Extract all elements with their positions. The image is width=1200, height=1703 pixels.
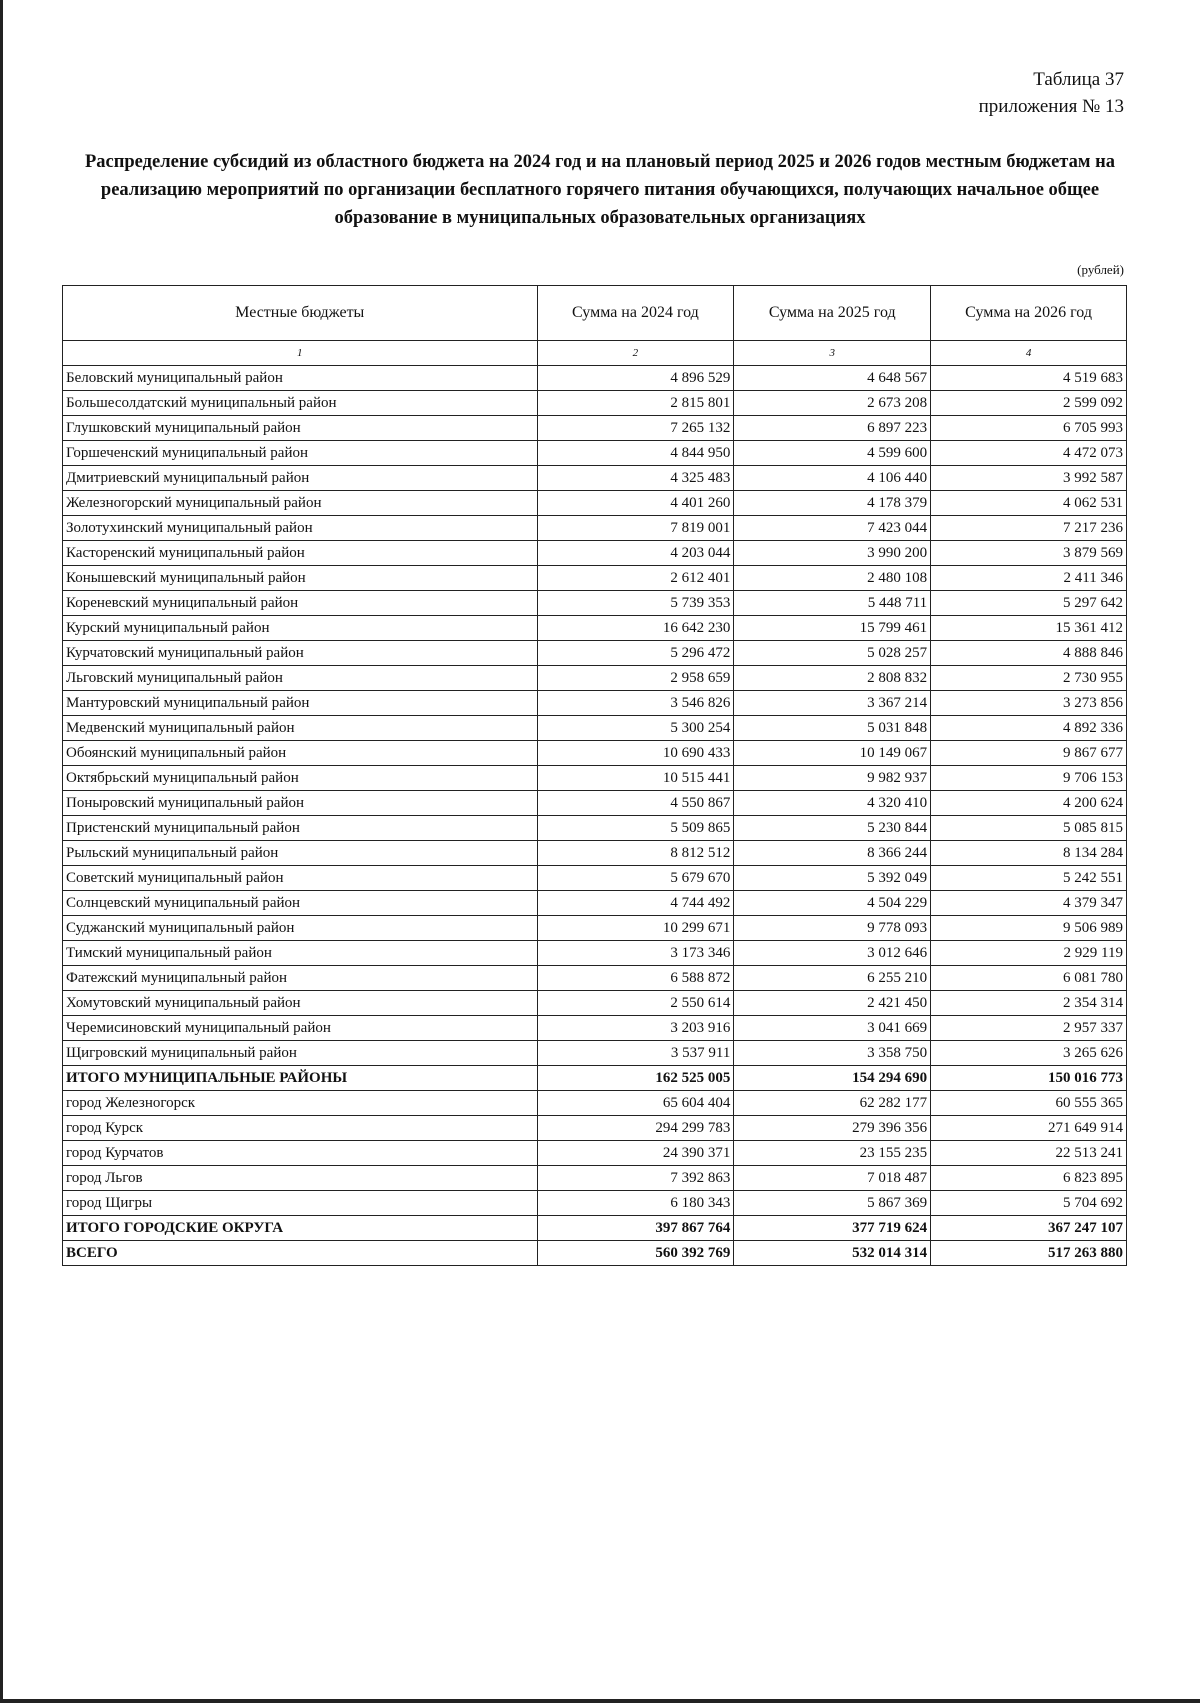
- table-reference: [979, 66, 1124, 120]
- amount-2024-cell: 65 604 404: [537, 1091, 734, 1116]
- amount-2024-cell: 162 525 005: [537, 1066, 734, 1091]
- amount-2024-cell: 2 815 801: [537, 391, 734, 416]
- budget-name-cell: Суджанский муниципальный район: [63, 916, 538, 941]
- units-label: (рублей): [1077, 262, 1124, 277]
- amount-2025-cell: 279 396 356: [734, 1116, 931, 1141]
- budget-name-cell: Тимский муниципальный район: [63, 941, 538, 966]
- column-header-2024: Сумма на 2024 год: [537, 286, 734, 341]
- amount-2026-cell: 3 265 626: [931, 1041, 1127, 1066]
- amount-2025-cell: 62 282 177: [734, 1091, 931, 1116]
- amount-2024-cell: 4 844 950: [537, 441, 734, 466]
- amount-2026-cell: 4 892 336: [931, 716, 1127, 741]
- scan-border-left: [0, 0, 3, 1703]
- budget-name-cell: Рыльский муниципальный район: [63, 841, 538, 866]
- table-row: [63, 766, 1127, 791]
- budget-name-cell: Октябрьский муниципальный район: [63, 766, 538, 791]
- table-label: Таблица 37: [1033, 69, 1124, 90]
- amount-2025-cell: 154 294 690: [734, 1066, 931, 1091]
- table-body: [63, 366, 1127, 1266]
- amount-2026-cell: 4 379 347: [931, 891, 1127, 916]
- amount-2025-cell: 9 778 093: [734, 916, 931, 941]
- budget-name-cell: Железногорский муниципальный район: [63, 491, 538, 516]
- amount-2026-cell: 2 730 955: [931, 666, 1127, 691]
- amount-2024-cell: 2 958 659: [537, 666, 734, 691]
- amount-2025-cell: 4 320 410: [734, 791, 931, 816]
- amount-2024-cell: 10 299 671: [537, 916, 734, 941]
- appendix-label: приложения № 13: [978, 96, 1124, 117]
- column-header-2025: Сумма на 2025 год: [734, 286, 931, 341]
- amount-2025-cell: 7 018 487: [734, 1166, 931, 1191]
- amount-2024-cell: 2 612 401: [537, 566, 734, 591]
- amount-2025-cell: 3 990 200: [734, 541, 931, 566]
- amount-2025-cell: 6 255 210: [734, 966, 931, 991]
- budget-name-cell: город Железногорск: [63, 1091, 538, 1116]
- amount-2025-cell: 4 504 229: [734, 891, 931, 916]
- amount-2026-cell: 2 929 119: [931, 941, 1127, 966]
- budget-name-cell: Конышевский муниципальный район: [63, 566, 538, 591]
- table-row: [63, 466, 1127, 491]
- amount-2026-cell: 3 273 856: [931, 691, 1127, 716]
- budget-name-cell: город Курск: [63, 1116, 538, 1141]
- amount-2024-cell: 5 679 670: [537, 866, 734, 891]
- table-row: [63, 716, 1127, 741]
- table-row: [63, 391, 1127, 416]
- table-row: [63, 841, 1127, 866]
- amount-2026-cell: 9 867 677: [931, 741, 1127, 766]
- amount-2024-cell: 7 392 863: [537, 1166, 734, 1191]
- amount-2025-cell: 3 012 646: [734, 941, 931, 966]
- amount-2024-cell: 6 588 872: [537, 966, 734, 991]
- table-header-row: [63, 286, 1127, 341]
- budget-name-cell: Обоянский муниципальный район: [63, 741, 538, 766]
- table-row: [63, 666, 1127, 691]
- amount-2024-cell: 2 550 614: [537, 991, 734, 1016]
- column-header-budgets: Местные бюджеты: [63, 286, 538, 341]
- table-row: [63, 866, 1127, 891]
- amount-2026-cell: 8 134 284: [931, 841, 1127, 866]
- amount-2024-cell: 10 690 433: [537, 741, 734, 766]
- amount-2025-cell: 3 041 669: [734, 1016, 931, 1041]
- budget-name-cell: Льговский муниципальный район: [63, 666, 538, 691]
- amount-2025-cell: 4 106 440: [734, 466, 931, 491]
- table-row: [63, 366, 1127, 391]
- document-title: Распределение субсидий из областного бюджета на 2024 год и на плановый период 2025 и 2026 годов местным бюджетам на реализацию мероприятий по организации бесплатного горячего питания обучающихся, получающих начальное общее образование в муниципальных образовательных организациях: [84, 152, 1116, 228]
- table-row: [63, 616, 1127, 641]
- amount-2024-cell: 6 180 343: [537, 1191, 734, 1216]
- table-row: [63, 891, 1127, 916]
- budget-name-cell: Дмитриевский муниципальный район: [63, 466, 538, 491]
- amount-2025-cell: 15 799 461: [734, 616, 931, 641]
- budget-name-cell: Щигровский муниципальный район: [63, 1041, 538, 1066]
- amount-2024-cell: 4 325 483: [537, 466, 734, 491]
- amount-2024-cell: 5 296 472: [537, 641, 734, 666]
- amount-2026-cell: 7 217 236: [931, 516, 1127, 541]
- budget-name-cell: Черемисиновский муниципальный район: [63, 1016, 538, 1041]
- amount-2024-cell: 10 515 441: [537, 766, 734, 791]
- amount-2025-cell: 5 867 369: [734, 1191, 931, 1216]
- amount-2026-cell: 4 062 531: [931, 491, 1127, 516]
- amount-2024-cell: 4 401 260: [537, 491, 734, 516]
- column-number: 2: [537, 341, 734, 366]
- amount-2026-cell: 4 200 624: [931, 791, 1127, 816]
- budget-name-cell: город Курчатов: [63, 1141, 538, 1166]
- table-row: [63, 541, 1127, 566]
- amount-2024-cell: 7 819 001: [537, 516, 734, 541]
- amount-2026-cell: 3 879 569: [931, 541, 1127, 566]
- amount-2026-cell: 3 992 587: [931, 466, 1127, 491]
- table-row: [63, 591, 1127, 616]
- column-number: 1: [63, 341, 538, 366]
- budget-name-cell: Касторенский муниципальный район: [63, 541, 538, 566]
- amount-2024-cell: 5 739 353: [537, 591, 734, 616]
- budget-name-cell: Советский муниципальный район: [63, 866, 538, 891]
- subsidy-table: [62, 285, 1127, 1266]
- amount-2026-cell: 5 297 642: [931, 591, 1127, 616]
- table-row: [63, 1141, 1127, 1166]
- amount-2026-cell: 6 081 780: [931, 966, 1127, 991]
- budget-name-cell: Горшеченский муниципальный район: [63, 441, 538, 466]
- amount-2024-cell: 3 537 911: [537, 1041, 734, 1066]
- amount-2025-cell: 6 897 223: [734, 416, 931, 441]
- amount-2024-cell: 4 203 044: [537, 541, 734, 566]
- amount-2026-cell: 5 242 551: [931, 866, 1127, 891]
- budget-name-cell: Фатежский муниципальный район: [63, 966, 538, 991]
- table-row: [63, 416, 1127, 441]
- amount-2026-cell: 9 506 989: [931, 916, 1127, 941]
- amount-2026-cell: 5 085 815: [931, 816, 1127, 841]
- amount-2025-cell: 4 648 567: [734, 366, 931, 391]
- amount-2026-cell: 15 361 412: [931, 616, 1127, 641]
- amount-2025-cell: 3 358 750: [734, 1041, 931, 1066]
- budget-name-cell: Мантуровский муниципальный район: [63, 691, 538, 716]
- amount-2025-cell: 532 014 314: [734, 1241, 931, 1266]
- budget-name-cell: ИТОГО МУНИЦИПАЛЬНЫЕ РАЙОНЫ: [63, 1066, 538, 1091]
- table-row: [63, 991, 1127, 1016]
- amount-2024-cell: 3 173 346: [537, 941, 734, 966]
- budget-name-cell: город Льгов: [63, 1166, 538, 1191]
- amount-2025-cell: 2 808 832: [734, 666, 931, 691]
- amount-2026-cell: 2 957 337: [931, 1016, 1127, 1041]
- amount-2026-cell: 271 649 914: [931, 1116, 1127, 1141]
- table-row: [63, 1016, 1127, 1041]
- amount-2024-cell: 560 392 769: [537, 1241, 734, 1266]
- table-row: [63, 1091, 1127, 1116]
- budget-name-cell: Пристенский муниципальный район: [63, 816, 538, 841]
- amount-2025-cell: 10 149 067: [734, 741, 931, 766]
- table-row: [63, 1116, 1127, 1141]
- amount-2025-cell: 23 155 235: [734, 1141, 931, 1166]
- amount-2025-cell: 5 028 257: [734, 641, 931, 666]
- column-number-row: [63, 341, 1127, 366]
- table-row: [63, 441, 1127, 466]
- table-row: [63, 741, 1127, 766]
- budget-name-cell: Курчатовский муниципальный район: [63, 641, 538, 666]
- amount-2024-cell: 24 390 371: [537, 1141, 734, 1166]
- amount-2024-cell: 294 299 783: [537, 1116, 734, 1141]
- amount-2025-cell: 5 031 848: [734, 716, 931, 741]
- amount-2026-cell: 9 706 153: [931, 766, 1127, 791]
- amount-2026-cell: 4 519 683: [931, 366, 1127, 391]
- budget-name-cell: Медвенский муниципальный район: [63, 716, 538, 741]
- table-row: [63, 1191, 1127, 1216]
- table-row: [63, 791, 1127, 816]
- table-row: [63, 941, 1127, 966]
- amount-2024-cell: 7 265 132: [537, 416, 734, 441]
- amount-2026-cell: 4 888 846: [931, 641, 1127, 666]
- total-row: [63, 1216, 1127, 1241]
- amount-2025-cell: 2 673 208: [734, 391, 931, 416]
- amount-2024-cell: 397 867 764: [537, 1216, 734, 1241]
- budget-name-cell: Глушковский муниципальный район: [63, 416, 538, 441]
- amount-2026-cell: 150 016 773: [931, 1066, 1127, 1091]
- column-number: 4: [931, 341, 1127, 366]
- scan-border-bottom: [0, 1699, 1200, 1703]
- table-row: [63, 641, 1127, 666]
- amount-2024-cell: 5 300 254: [537, 716, 734, 741]
- amount-2024-cell: 3 203 916: [537, 1016, 734, 1041]
- table-row: [63, 1166, 1127, 1191]
- amount-2026-cell: 4 472 073: [931, 441, 1127, 466]
- amount-2025-cell: 377 719 624: [734, 1216, 931, 1241]
- budget-name-cell: Золотухинский муниципальный район: [63, 516, 538, 541]
- budget-name-cell: Кореневский муниципальный район: [63, 591, 538, 616]
- amount-2026-cell: 60 555 365: [931, 1091, 1127, 1116]
- amount-2026-cell: 2 354 314: [931, 991, 1127, 1016]
- table-row: [63, 816, 1127, 841]
- amount-2025-cell: 5 448 711: [734, 591, 931, 616]
- table-row: [63, 491, 1127, 516]
- amount-2026-cell: 6 823 895: [931, 1166, 1127, 1191]
- amount-2026-cell: 22 513 241: [931, 1141, 1127, 1166]
- amount-2024-cell: 3 546 826: [537, 691, 734, 716]
- table-row: [63, 916, 1127, 941]
- total-row: [63, 1066, 1127, 1091]
- amount-2024-cell: 4 896 529: [537, 366, 734, 391]
- amount-2026-cell: 2 599 092: [931, 391, 1127, 416]
- table-row: [63, 966, 1127, 991]
- amount-2025-cell: 5 230 844: [734, 816, 931, 841]
- table-row: [63, 1041, 1127, 1066]
- budget-name-cell: город Щигры: [63, 1191, 538, 1216]
- amount-2025-cell: 7 423 044: [734, 516, 931, 541]
- budget-name-cell: Беловский муниципальный район: [63, 366, 538, 391]
- column-number: 3: [734, 341, 931, 366]
- amount-2025-cell: 2 421 450: [734, 991, 931, 1016]
- amount-2026-cell: 2 411 346: [931, 566, 1127, 591]
- table-row: [63, 516, 1127, 541]
- amount-2026-cell: 5 704 692: [931, 1191, 1127, 1216]
- budget-name-cell: ВСЕГО: [63, 1241, 538, 1266]
- total-row: [63, 1241, 1127, 1266]
- amount-2025-cell: 5 392 049: [734, 866, 931, 891]
- amount-2024-cell: 4 550 867: [537, 791, 734, 816]
- amount-2024-cell: 4 744 492: [537, 891, 734, 916]
- budget-name-cell: Курский муниципальный район: [63, 616, 538, 641]
- budget-name-cell: Большесолдатский муниципальный район: [63, 391, 538, 416]
- amount-2025-cell: 4 599 600: [734, 441, 931, 466]
- budget-name-cell: Поныровский муниципальный район: [63, 791, 538, 816]
- amount-2025-cell: 8 366 244: [734, 841, 931, 866]
- amount-2026-cell: 6 705 993: [931, 416, 1127, 441]
- table-row: [63, 691, 1127, 716]
- budget-name-cell: Хомутовский муниципальный район: [63, 991, 538, 1016]
- column-header-2026: Сумма на 2026 год: [931, 286, 1127, 341]
- amount-2024-cell: 16 642 230: [537, 616, 734, 641]
- table-row: [63, 566, 1127, 591]
- amount-2025-cell: 3 367 214: [734, 691, 931, 716]
- amount-2025-cell: 2 480 108: [734, 566, 931, 591]
- amount-2025-cell: 4 178 379: [734, 491, 931, 516]
- amount-2024-cell: 8 812 512: [537, 841, 734, 866]
- budget-name-cell: ИТОГО ГОРОДСКИЕ ОКРУГА: [63, 1216, 538, 1241]
- amount-2026-cell: 367 247 107: [931, 1216, 1127, 1241]
- budget-name-cell: Солнцевский муниципальный район: [63, 891, 538, 916]
- amount-2024-cell: 5 509 865: [537, 816, 734, 841]
- amount-2025-cell: 9 982 937: [734, 766, 931, 791]
- amount-2026-cell: 517 263 880: [931, 1241, 1127, 1266]
